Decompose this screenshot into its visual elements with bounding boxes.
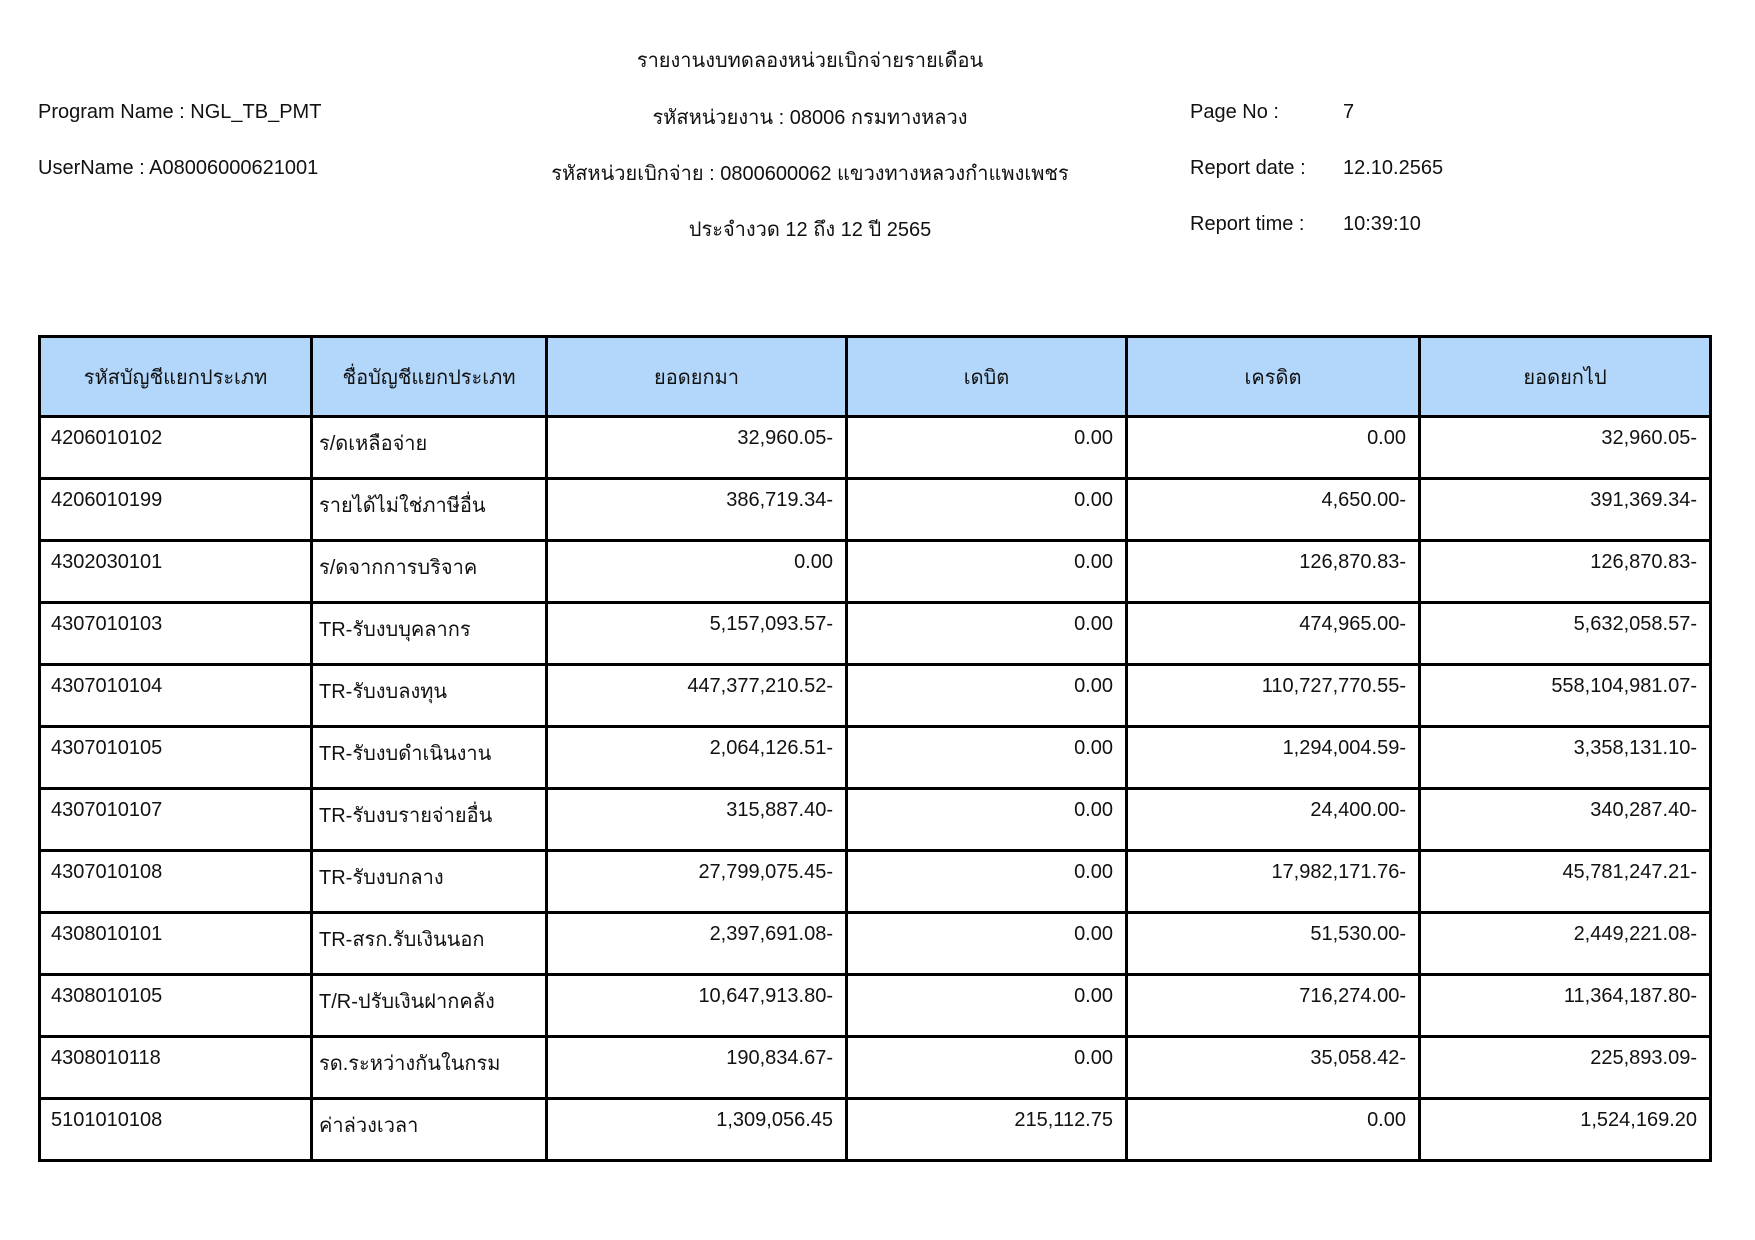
cell-account-code: 4302030101 — [40, 541, 312, 603]
cell-balance: 3,358,131.10- — [1420, 727, 1711, 789]
username-line: UserName : A08006000621001 — [38, 157, 319, 179]
cell-credit: 51,530.00- — [1127, 913, 1420, 975]
program-name-line: Program Name : NGL_TB_PMT — [38, 101, 322, 123]
cell-balance: 558,104,981.07- — [1420, 665, 1711, 727]
cell-account-name: ร/ดจากการบริจาค — [312, 541, 547, 603]
col-header-account-name: ชื่อบัญชีแยกประเภท — [312, 337, 547, 417]
col-header-carry-forward: ยอดยกมา — [547, 337, 847, 417]
cell-carry-forward: 2,397,691.08- — [547, 913, 847, 975]
table-header-row — [40, 337, 1711, 417]
cell-account-name: รด.ระหว่างกันในกรม — [312, 1037, 547, 1099]
cell-credit: 35,058.42- — [1127, 1037, 1420, 1099]
cell-balance: 2,449,221.08- — [1420, 913, 1711, 975]
cell-debit: 0.00 — [847, 789, 1127, 851]
report-time-value: 10:39:10 — [1343, 213, 1421, 235]
cell-debit: 0.00 — [847, 1037, 1127, 1099]
cell-balance: 5,632,058.57- — [1420, 603, 1711, 665]
cell-carry-forward: 1,309,056.45 — [547, 1099, 847, 1161]
cell-account-code: 4308010118 — [40, 1037, 312, 1099]
cell-account-name: TR-รับงบดำเนินงาน — [312, 727, 547, 789]
cell-carry-forward: 0.00 — [547, 541, 847, 603]
cell-account-name: รายได้ไม่ใช่ภาษีอื่น — [312, 479, 547, 541]
cell-account-name: TR-รับงบกลาง — [312, 851, 547, 913]
col-header-account-code: รหัสบัญชีแยกประเภท — [40, 337, 312, 417]
cell-carry-forward: 315,887.40- — [547, 789, 847, 851]
cell-carry-forward: 386,719.34- — [547, 479, 847, 541]
cell-account-code: 4206010102 — [40, 417, 312, 479]
report-date-label: Report date : — [1190, 157, 1306, 179]
cell-account-code: 4307010107 — [40, 789, 312, 851]
cell-account-code: 4308010105 — [40, 975, 312, 1037]
col-header-balance: ยอดยกไป — [1420, 337, 1711, 417]
col-header-credit: เครดิต — [1127, 337, 1420, 417]
table-row — [40, 975, 1711, 1037]
cell-balance: 225,893.09- — [1420, 1037, 1711, 1099]
cell-account-name: TR-รับงบลงทุน — [312, 665, 547, 727]
cell-debit: 0.00 — [847, 603, 1127, 665]
cell-account-code: 4307010104 — [40, 665, 312, 727]
cell-debit: 0.00 — [847, 975, 1127, 1037]
period-line: ประจำงวด 12 ถึง 12 ปี 2565 — [688, 219, 932, 241]
cell-account-name: T/R-ปรับเงินฝากคลัง — [312, 975, 547, 1037]
report-title: รายงานงบทดลองหน่วยเบิกจ่ายรายเดือน — [636, 50, 984, 72]
table-row — [40, 479, 1711, 541]
report-date-value: 12.10.2565 — [1343, 157, 1444, 179]
report-time-label: Report time : — [1190, 213, 1305, 235]
cell-account-name: TR-สรก.รับเงินนอก — [312, 913, 547, 975]
cell-credit: 24,400.00- — [1127, 789, 1420, 851]
agency-code-line: รหัสหน่วยงาน : 08006 กรมทางหลวง — [652, 107, 968, 129]
cell-carry-forward: 5,157,093.57- — [547, 603, 847, 665]
cell-credit: 1,294,004.59- — [1127, 727, 1420, 789]
cell-account-code: 4206010199 — [40, 479, 312, 541]
cell-credit: 716,274.00- — [1127, 975, 1420, 1037]
cell-debit: 0.00 — [847, 851, 1127, 913]
cell-carry-forward: 27,799,075.45- — [547, 851, 847, 913]
cell-balance: 32,960.05- — [1420, 417, 1711, 479]
cell-account-name: TR-รับงบบุคลากร — [312, 603, 547, 665]
trial-balance-table — [38, 335, 1712, 1162]
cell-balance: 126,870.83- — [1420, 541, 1711, 603]
cell-debit: 0.00 — [847, 479, 1127, 541]
cell-balance: 391,369.34- — [1420, 479, 1711, 541]
disbursement-unit-line: รหัสหน่วยเบิกจ่าย : 0800600062 แขวงทางหลวงกำแพงเพชร — [551, 163, 1069, 185]
cell-carry-forward: 2,064,126.51- — [547, 727, 847, 789]
cell-credit: 0.00 — [1127, 417, 1420, 479]
table-row — [40, 913, 1711, 975]
cell-account-name: TR-รับงบรายจ่ายอื่น — [312, 789, 547, 851]
table-row — [40, 665, 1711, 727]
cell-credit: 126,870.83- — [1127, 541, 1420, 603]
cell-credit: 110,727,770.55- — [1127, 665, 1420, 727]
cell-credit: 4,650.00- — [1127, 479, 1420, 541]
cell-account-code: 4307010105 — [40, 727, 312, 789]
cell-account-code: 5101010108 — [40, 1099, 312, 1161]
table-row — [40, 417, 1711, 479]
col-header-debit: เดบิต — [847, 337, 1127, 417]
cell-account-code: 4307010103 — [40, 603, 312, 665]
cell-carry-forward: 190,834.67- — [547, 1037, 847, 1099]
table-row — [40, 541, 1711, 603]
table-row — [40, 727, 1711, 789]
cell-debit: 215,112.75 — [847, 1099, 1127, 1161]
table-row — [40, 789, 1711, 851]
table-row — [40, 603, 1711, 665]
cell-balance: 45,781,247.21- — [1420, 851, 1711, 913]
cell-balance: 340,287.40- — [1420, 789, 1711, 851]
page-no-label: Page No : — [1190, 101, 1279, 123]
cell-carry-forward: 32,960.05- — [547, 417, 847, 479]
cell-carry-forward: 10,647,913.80- — [547, 975, 847, 1037]
table-body — [40, 417, 1711, 1161]
page-no-value: 7 — [1343, 101, 1355, 123]
cell-account-name: ร/ดเหลือจ่าย — [312, 417, 547, 479]
cell-debit: 0.00 — [847, 913, 1127, 975]
cell-carry-forward: 447,377,210.52- — [547, 665, 847, 727]
cell-credit: 17,982,171.76- — [1127, 851, 1420, 913]
cell-balance: 1,524,169.20 — [1420, 1099, 1711, 1161]
cell-credit: 0.00 — [1127, 1099, 1420, 1161]
cell-debit: 0.00 — [847, 727, 1127, 789]
table-row — [40, 851, 1711, 913]
cell-credit: 474,965.00- — [1127, 603, 1420, 665]
cell-debit: 0.00 — [847, 541, 1127, 603]
cell-balance: 11,364,187.80- — [1420, 975, 1711, 1037]
cell-account-code: 4308010101 — [40, 913, 312, 975]
cell-debit: 0.00 — [847, 665, 1127, 727]
table-row — [40, 1037, 1711, 1099]
cell-account-code: 4307010108 — [40, 851, 312, 913]
cell-debit: 0.00 — [847, 417, 1127, 479]
table-row — [40, 1099, 1711, 1161]
cell-account-name: ค่าล่วงเวลา — [312, 1099, 547, 1161]
